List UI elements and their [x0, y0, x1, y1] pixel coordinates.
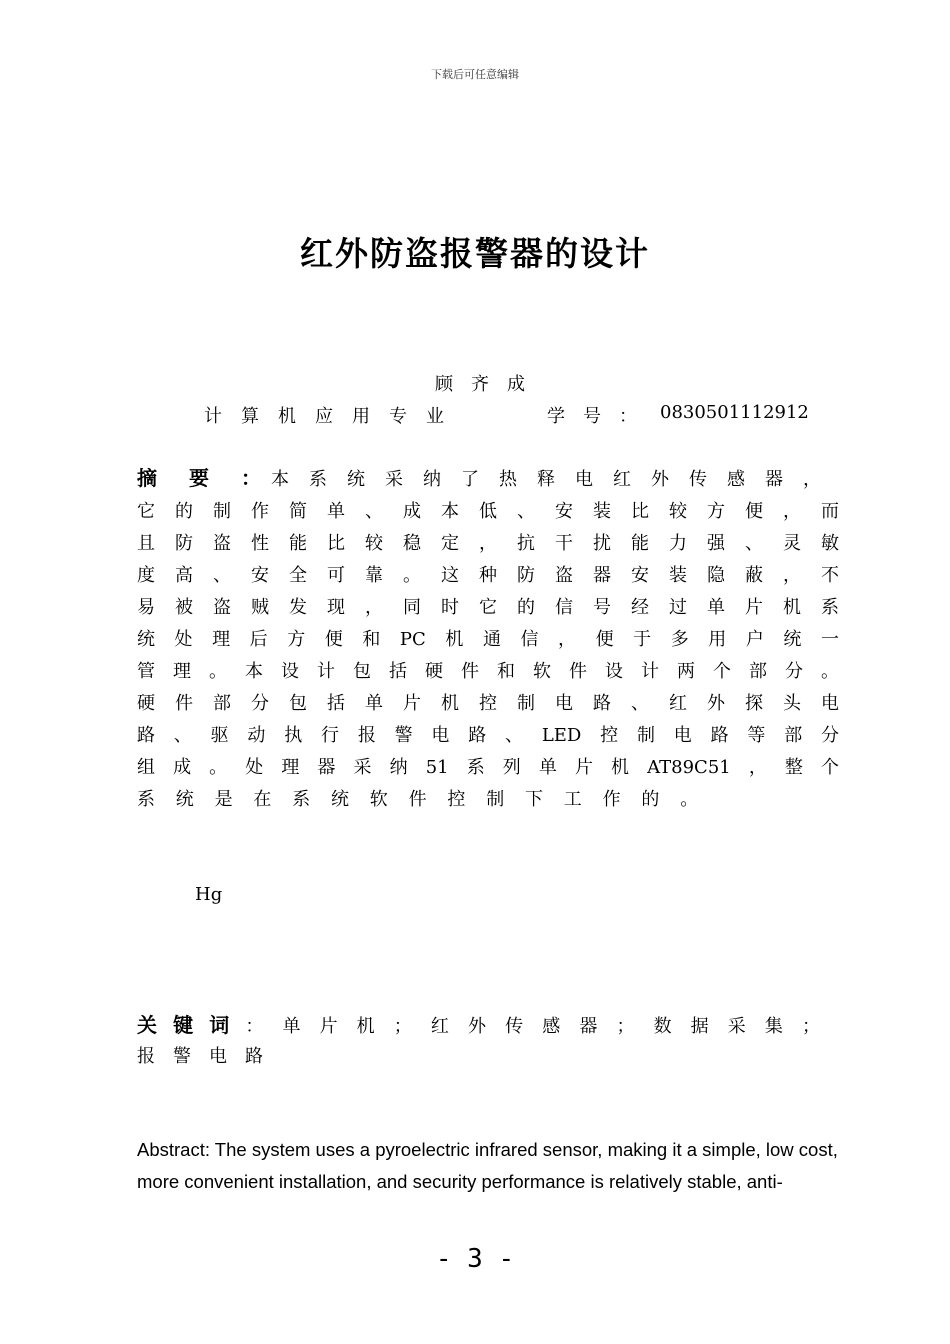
abstract-english: Abstract: The system uses a pyroelectric infrared sensor, making it a simple, low cost, more convenient installation, and security performance is relatively stable, anti- [137, 1139, 838, 1192]
page-number: - 3 - [435, 1244, 515, 1274]
abstract-line-text: 本系统采纳了热释电红外传感器， [271, 469, 841, 490]
keywords-line [137, 1010, 839, 1042]
keywords-block [137, 1010, 839, 1072]
header-note: 下载后可任意编辑 [431, 68, 519, 81]
abstract-line: 度高、安全可靠。这种防盗器安装隐蔽，不 [137, 565, 839, 586]
major-line [204, 402, 809, 428]
student-id-value: 0830501112912 [660, 402, 809, 423]
abstract-line: 它的制作简单、成本低、安装比较方便，而 [137, 501, 839, 522]
author-name: 顾齐成 [435, 374, 543, 395]
stray-text-hg: Hg [195, 884, 223, 905]
keywords-list: ：单片机；红外传感器；数据采集； [245, 1016, 840, 1037]
document-title: 红外防盗报警器的设计 [300, 234, 650, 273]
keywords-line-2: 报警电路 [137, 1046, 281, 1067]
abstract-line: 组成。处理器采纳51系列单片机AT89C51，整个 [137, 757, 839, 778]
abstract-label [137, 466, 261, 490]
abstract-label-colon: ： [241, 466, 261, 490]
abstract-chinese [137, 462, 839, 816]
abstract-line: 硬件部分包括单片机控制电路、红外探头电 [137, 693, 839, 714]
abstract-line: 易被盗贼发现，同时它的信号经过单片机系 [137, 597, 839, 618]
abstract-label-text: 摘要 [137, 466, 241, 490]
abstract-line: 路、驱动执行报警电路、LED控制电路等部分 [137, 725, 839, 746]
keywords-label: 关键词 [137, 1013, 246, 1037]
abstract-line-last: 系统是在系统软件控制下工作的。 [137, 789, 719, 810]
abstract-line [137, 462, 839, 496]
abstract-line: 统处理后方便和PC机通信，便于多用户统一 [137, 629, 839, 650]
abstract-line: 管理。本设计包括硬件和软件设计两个部分。 [137, 661, 839, 682]
major: 计算机应用专业 [204, 406, 463, 427]
student-id-label: 学号： [547, 406, 655, 427]
abstract-line: 且防盗性能比较稳定，抗干扰能力强、灵敏 [137, 533, 839, 554]
